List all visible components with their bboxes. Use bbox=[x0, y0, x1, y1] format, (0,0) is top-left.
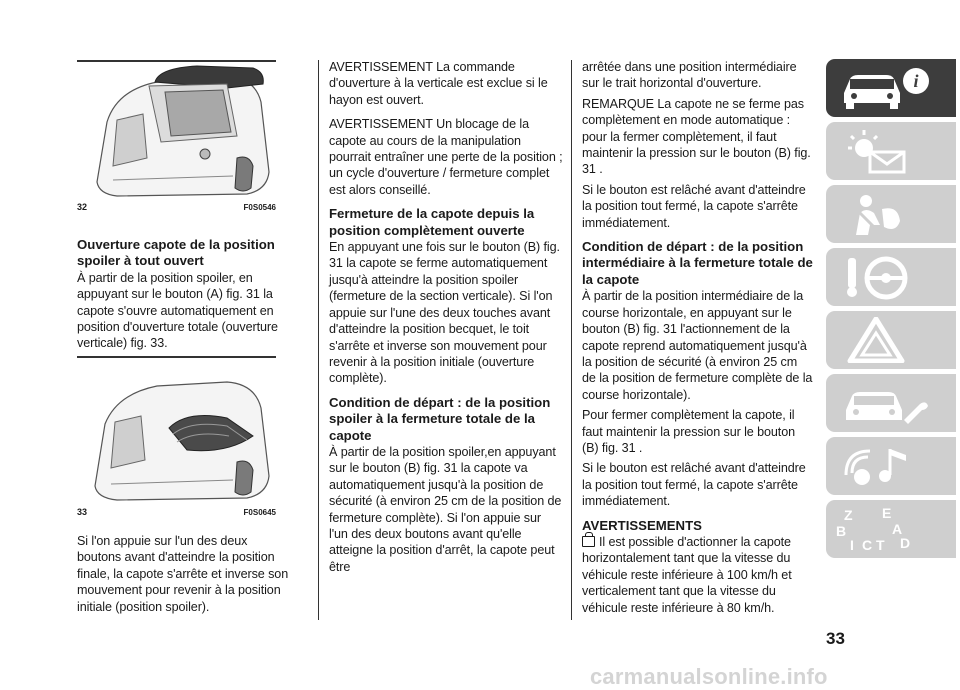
car-info-icon bbox=[836, 65, 936, 111]
warnings-heading: AVERTISSEMENTS bbox=[582, 517, 702, 533]
warning-lights-icon bbox=[836, 128, 936, 174]
tab-warning-lights[interactable] bbox=[826, 122, 956, 180]
column-1-lower bbox=[77, 533, 292, 615]
heading-open-spoiler: Ouverture capote de la position spoiler à tout ouvert bbox=[77, 237, 275, 269]
remark-full-close: REMARQUE La capote ne se ferme pas complètement en mode automatique : pour la fermer complètement, il faut maintenir la pression sur le bouton (B) fig. 31 . bbox=[582, 96, 811, 177]
emergency-triangle-icon bbox=[836, 317, 936, 363]
steering-wheel-key-icon bbox=[836, 254, 936, 300]
figure-32-code: F0S0546 bbox=[243, 203, 276, 212]
warning-blocking: AVERTISSEMENT Un blocage de la capote au cours de la manipulation pourrait entraîner une perte de la position ; un cycle d'ouverture / fermeture complet est alors conseillé. bbox=[329, 117, 563, 197]
paragraph-close-from-open: En appuyant une fois sur le bouton (B) fig. 31 la capote se ferme automatiquement jusqu'à atteindre la position spoiler (fermeture de la section verticale). Si l'on appuie sur l'une des deux touches avant d'atteindre la position becquet, le toit s'arrête et inverse son mouvement pour revenir à la position initiale (ouverture complète). bbox=[329, 240, 560, 386]
column-3 bbox=[582, 59, 814, 616]
multimedia-icon bbox=[836, 443, 936, 489]
index-letter-a: A bbox=[892, 521, 903, 537]
paragraph-close-from-spoiler: À partir de la position spoiler,en appuyant sur le bouton (B) fig. 31 la capote va automatiquement jusqu'à la position de sécurité (à environ 25 cm de la position de fermeture complète). Si l'on appuie sur l'un des deux boutons avant qu'elle atteigne la position d'arrêt, la capote peut être bbox=[329, 444, 562, 574]
heading-close-from-intermediate: Condition de départ : de la position intermédiaire à la fermeture totale de la capote bbox=[582, 239, 813, 287]
maintenance-car-icon bbox=[836, 380, 936, 426]
column-1 bbox=[77, 237, 292, 352]
tab-index[interactable] bbox=[826, 500, 956, 558]
paragraph-intermediate-stop: arrêtée dans une position intermédiaire sur le trait horizontal d'ouverture. bbox=[582, 60, 797, 91]
index-letter-e: E bbox=[882, 506, 892, 521]
tab-emergency[interactable] bbox=[826, 311, 956, 369]
index-letter-c: C bbox=[862, 537, 873, 552]
index-letter-d: D bbox=[900, 535, 911, 551]
paragraph-interrupt-open: Si l'on appuie sur l'un des deux boutons avant d'atteindre la position finale, la capote s'arrête et inverse son mouvement pour revenir à la position initiale (position spoiler). bbox=[77, 534, 289, 614]
warning-book-icon bbox=[582, 536, 595, 547]
index-letter-t: T bbox=[876, 537, 885, 552]
svg-text:i: i bbox=[913, 71, 919, 91]
paragraph-release-stop-2: Si le bouton est relâché avant d'atteindre la position tout fermé, la capote s'arrête immédiatement. bbox=[582, 461, 806, 509]
index-letter-b: B bbox=[836, 523, 847, 539]
tab-car-info[interactable] bbox=[826, 59, 956, 117]
tab-safety[interactable] bbox=[826, 185, 956, 243]
heading-close-from-spoiler: Condition de départ : de la position spoiler à la fermeture totale de la capote bbox=[329, 394, 551, 443]
column-2 bbox=[329, 59, 563, 575]
page-number: 33 bbox=[826, 629, 845, 648]
airbag-safety-icon bbox=[836, 191, 936, 237]
figure-33-top-rule bbox=[77, 356, 276, 358]
warnings-text bbox=[582, 534, 814, 616]
car-spoiler-illustration bbox=[77, 62, 276, 200]
paragraph-hold-button: Pour fermer complètement la capote, il faut maintenir la pression sur le bouton (B) fig. 31 . bbox=[582, 408, 796, 455]
alphabetical-index-icon bbox=[836, 506, 936, 552]
warnings-text-content: Il est possible d'actionner la capote horizontalement tant que la vitesse du véhicule reste inférieure à 100 km/h et verticalement tant que la vitesse du véhicule reste inférieure à 80 km/h. bbox=[582, 534, 792, 615]
figure-32-number: 32 bbox=[77, 202, 88, 212]
chapter-tabs bbox=[826, 59, 956, 563]
figure-32 bbox=[77, 62, 276, 212]
index-letter-z: Z bbox=[844, 507, 853, 523]
heading-close-from-open: Fermeture de la capote depuis la position complètement ouverte bbox=[329, 206, 535, 238]
warning-vertical-open: AVERTISSEMENT La commande d'ouverture à la verticale est exclue si le hayon est ouvert. bbox=[329, 60, 548, 107]
column-divider-2 bbox=[571, 60, 572, 620]
paragraph-close-from-intermediate: À partir de la position intermédiaire de la course horizontale, en appuyant sur le bouton (B) fig. 31 l'actionnement de la capote reprend automatiquement jusqu'à la position de sécurité (à environ 25 cm de la position de fermeture complète de la course horizontale). bbox=[582, 289, 813, 402]
car-fully-open-illustration bbox=[77, 358, 276, 504]
paragraph-release-stop-1: Si le bouton est relâché avant d'atteindre la position tout fermé, la capote s'arrête immédiatement. bbox=[582, 182, 806, 230]
tab-multimedia[interactable] bbox=[826, 437, 956, 495]
watermark: carmanualsonline.info bbox=[590, 664, 828, 689]
figure-33-number: 33 bbox=[77, 507, 88, 517]
tab-starting-driving[interactable] bbox=[826, 248, 956, 306]
index-letter-i: I bbox=[850, 537, 854, 552]
figure-33 bbox=[77, 356, 276, 518]
tab-maintenance[interactable] bbox=[826, 374, 956, 432]
figure-33-code: F0S0645 bbox=[243, 508, 276, 517]
column-divider-1 bbox=[318, 60, 319, 620]
paragraph-open-spoiler: À partir de la position spoiler, en appuyant sur le bouton (A) fig. 31 la capote s'ouvre automatiquement en position d'ouverture totale (ouverture verticale) fig. 33. bbox=[77, 270, 278, 351]
